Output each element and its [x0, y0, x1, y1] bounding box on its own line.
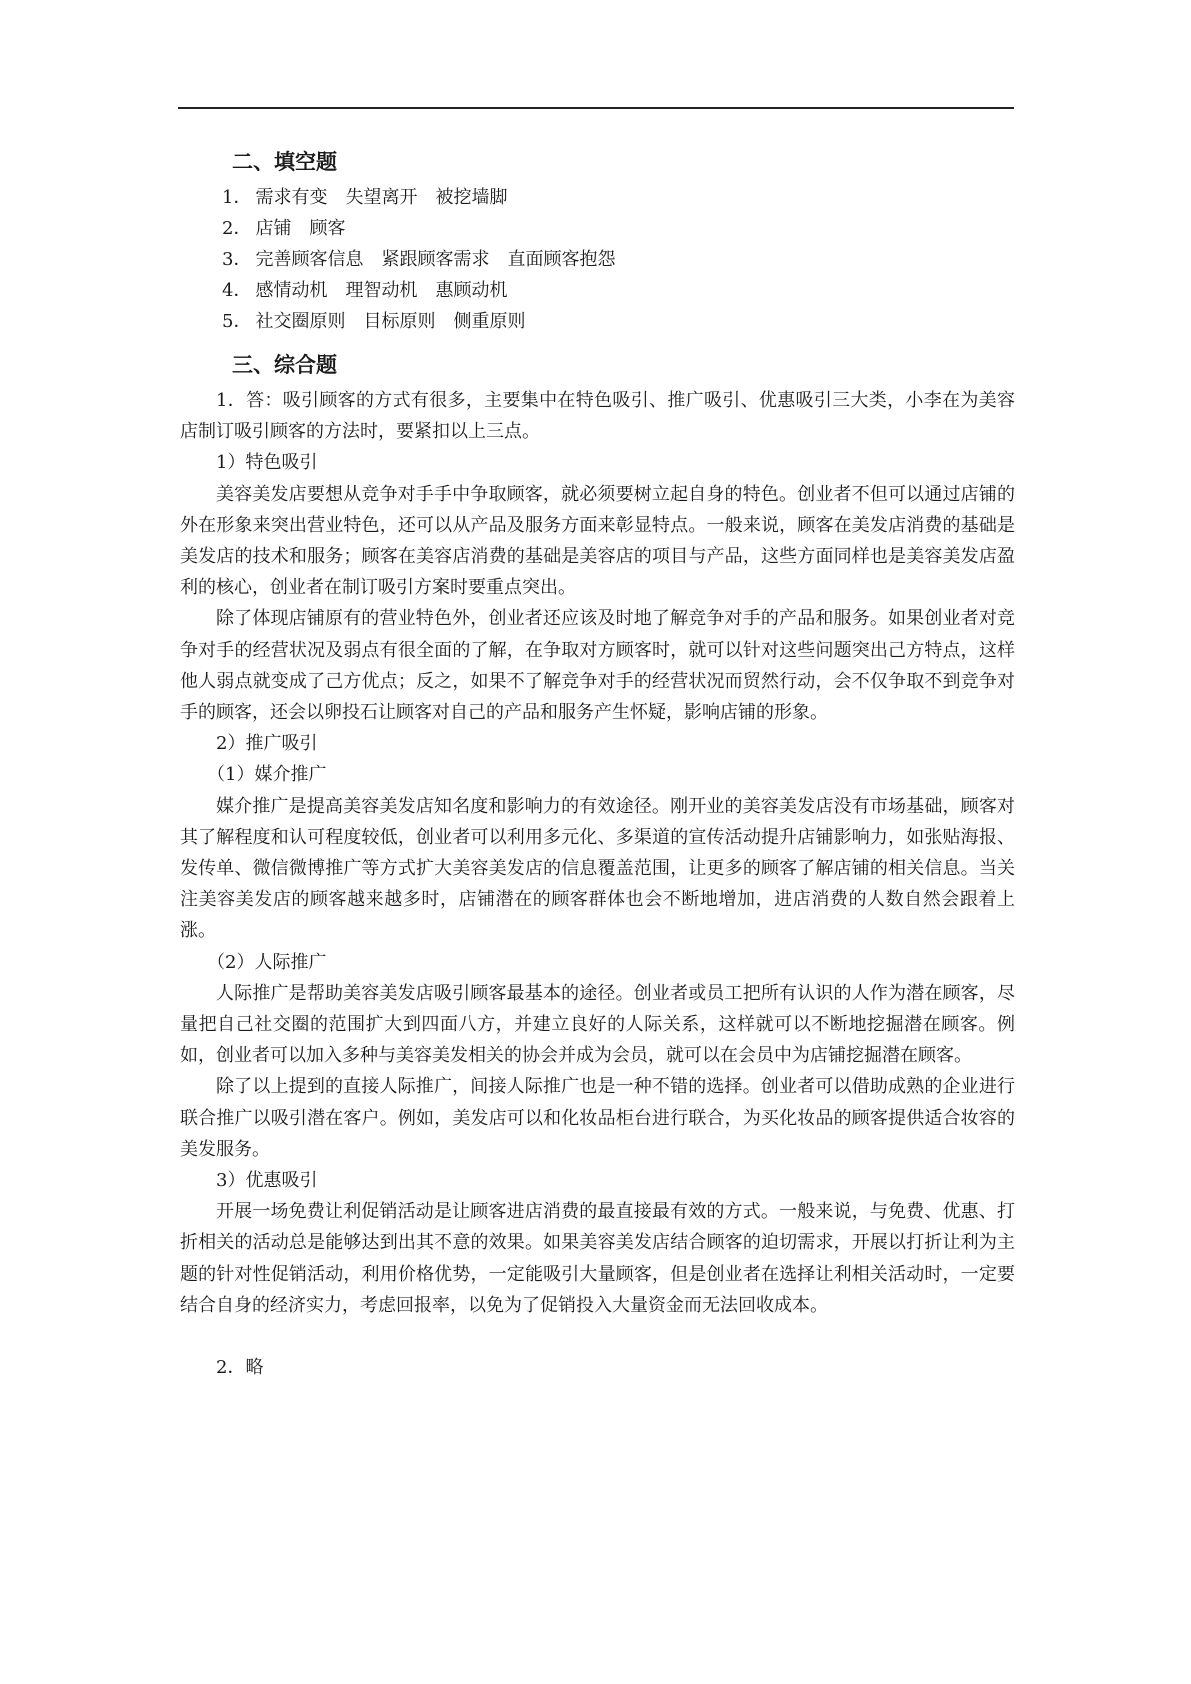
media-promotion-paragraph: 媒介推广是提高美容美发店知名度和影响力的有效途径。刚开业的美容美发店没有市场基础，顾客对其了解程度和认可程度较低，创业者可以利用多元化、多渠道的宣传活动提升店铺影响力，如张贴海报、发传单、微信微博推广等方式扩大美容美发店的信息覆盖范围，让更多的顾客了解店铺的相关信息。当关注美容美发店的顾客越来越多时，店铺潜在的顾客群体也会不断地增加，进店消费的人数自然会跟着上涨。: [180, 795, 1015, 942]
fill-blank-item-5: 5． 社交圈原则 目标原则 侧重原则: [222, 311, 526, 332]
section-heading-fill-blank: 二、填空题: [232, 150, 337, 174]
section-heading-comprehensive: 三、综合题: [232, 353, 337, 377]
feature-paragraph-2: 除了体现店铺原有的营业特色外，创业者还应该及时地了解竞争对手的产品和服务。如果创业者对竞争对手的经营状况及弱点有很全面的了解，在争取对方顾客时，就可以针对这些问题突出己方特点，这样他人弱点就变成了己方优点；反之，如果不了解竞争对手的经营状况而贸然行动，会不仅争取不到竞争对手的顾客，还会以卵投石让顾客对自己的产品和服务产生怀疑，影响店铺的形象。: [180, 608, 1015, 724]
fill-blank-item-3: 3． 完善顾客信息 紧跟顾客需求 直面顾客抱怨: [222, 249, 616, 270]
subheading-discount-attraction: 3）优惠吸引: [216, 1170, 318, 1192]
fill-blank-item-1: 1． 需求有变 失望离开 被挖墙脚: [222, 187, 508, 208]
subheading-interpersonal-promotion: （2）人际推广: [207, 951, 327, 973]
feature-paragraph-1: 美容美发店要想从竞争对手手中争取顾客，就必须要树立起自身的特色。创业者不但可以通过店铺的外在形象来突出营业特色，还可以从产品及服务方面来彰显特点。一般来说，顾客在美发店消费的基础是美发店的技术和服务；顾客在美容店消费的基础是美容店的项目与产品，这些方面同样也是美容美发店盈利的核心，创业者在制订吸引方案时要重点突出。: [180, 483, 1015, 599]
header-rule: [178, 107, 1014, 109]
subheading-promotion-attraction: 2）推广吸引: [216, 733, 318, 755]
interpersonal-paragraph-2: 除了以上提到的直接人际推广，间接人际推广也是一种不错的选择。创业者可以借助成熟的企业进行联合推广以吸引潜在客户。例如，美发店可以和化妆品柜台进行联合，为买化妆品的顾客提供适合妆容的美发服务。: [180, 1076, 1015, 1160]
fill-blank-item-4: 4． 感情动机 理智动机 惠顾动机: [222, 280, 508, 301]
answer-item-2: 2．略: [216, 1357, 264, 1379]
fill-blank-answer-list: [180, 182, 1015, 337]
interpersonal-paragraph-1: 人际推广是帮助美容美发店吸引顾客最基本的途径。创业者或员工把所有认识的人作为潜在顾客，尽量把自己社交圈的范围扩大到四面八方，并建立良好的人际关系，这样就可以不断地挖掘潜在顾客。例如，创业者可以加入多种与美容美发相关的协会并成为会员，就可以在会员中为店铺挖掘潜在顾客。: [180, 982, 1015, 1067]
page-content: [180, 146, 1015, 1383]
answer-intro-paragraph: 1．答：吸引顾客的方式有很多，主要集中在特色吸引、推广吸引、优惠吸引三大类，小李在为美容店制订吸引顾客的方法时，要紧扣以上三点。: [180, 390, 1015, 443]
subheading-media-promotion: （1）媒介推广: [207, 764, 327, 786]
discount-paragraph: 开展一场免费让利促销活动是让顾客进店消费的最直接最有效的方式。一般来说，与免费、优惠、打折相关的活动总是能够达到出其不意的效果。如果美容美发店结合顾客的迫切需求，开展以打折让利为主题的针对性促销活动，利用价格优势，一定能吸引大量顾客，但是创业者在选择让利相关活动时，一定要结合自身的经济实力，考虑回报率，以免为了促销投入大量资金而无法回收成本。: [180, 1201, 1015, 1316]
subheading-feature-attraction: 1）特色吸引: [216, 452, 318, 474]
fill-blank-item-2: 2． 店铺 顾客: [222, 218, 346, 239]
